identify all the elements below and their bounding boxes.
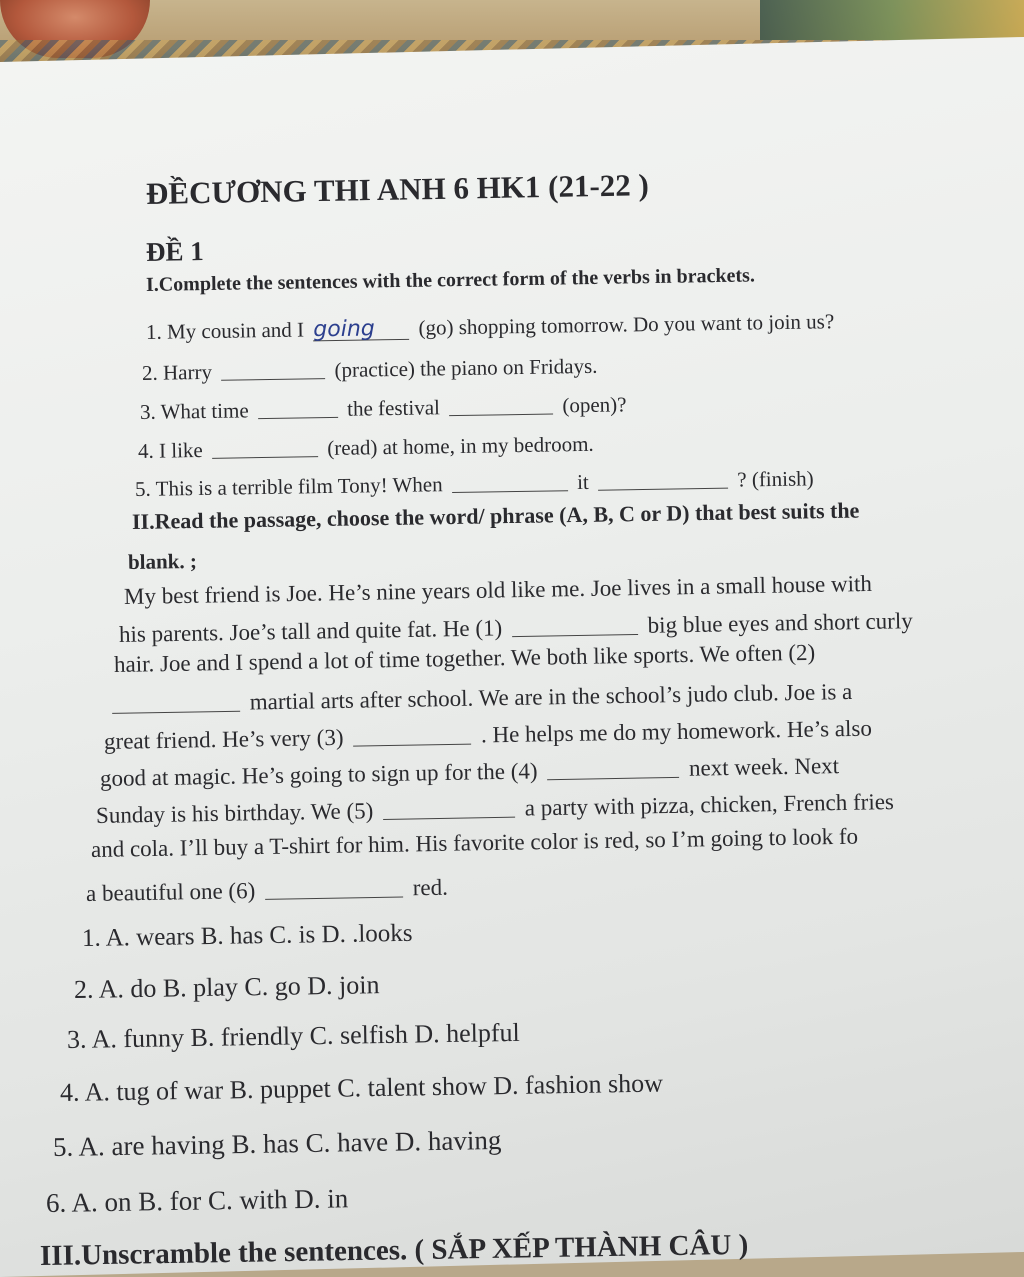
passage-text: big blue eyes and short curly [647,608,913,638]
q1-blank[interactable] [313,318,409,342]
passage-text: Sunday is his birthday. We (5) [95,798,374,828]
option-row-1: 1. A. wears B. has C. is D. .looks [81,919,413,952]
blank-5[interactable] [383,794,515,820]
passage-line-5 [104,712,872,755]
q1-text-b: (go) shopping tomorrow. Do you want to join us? [418,309,835,340]
q4-text-b: (read) at home, in my bedroom. [327,431,594,461]
passage-line-7 [96,785,894,829]
section3-heading: III.Unscramble the sentences. ( SẮP XẾP THÀNH CÂU ) [39,1228,749,1272]
blank-6[interactable] [265,873,403,899]
passage-text: a beautiful one (6) [85,878,256,906]
blank-4[interactable] [547,754,679,780]
blank-1[interactable] [512,611,638,637]
q3-blank-2[interactable] [449,393,553,417]
q5-blank-2[interactable] [598,467,728,491]
section2-heading-line2: blank. ; [127,548,198,574]
passage-text: his parents. Joe’s tall and quite fat. He (1) [118,615,503,647]
option-row-2: 2. A. do B. play C. go D. join [73,970,380,1004]
q5-text-a: 5. This is a terrible film Tony! When [134,472,443,501]
blank-2[interactable] [112,688,240,714]
passage-line-4 [108,675,853,718]
passage-text: and cola. I’ll buy a T-shirt for him. His favorite color is red, so I’m going to look fo [90,823,859,862]
passage-text: My best friend is Joe. He’s nine years old like me. Joe lives in a small house with [123,570,873,609]
passage-text: a party with pizza, chicken, French fries [524,789,895,821]
q4-text-a: 4. I like [137,437,203,463]
passage-line-6 [100,749,840,792]
passage-text: great friend. He’s very (3) [103,724,344,754]
q5-text-b: it [576,469,589,495]
q5-blank-1[interactable] [452,469,568,493]
question-4 [138,429,594,464]
passage-text: good at magic. He’s going to sign up for the (4) [99,758,538,791]
q3-blank-1[interactable] [258,396,338,419]
option-row-6: 6. A. on B. for C. with D. in [45,1183,349,1218]
q5-text-c: ? (finish) [737,466,814,492]
section1-heading: I.Complete the sentences with the correct form of the verbs in brackets. [145,264,756,296]
passage-text: red. [412,874,449,901]
question-5 [135,463,814,502]
blank-3[interactable] [353,721,471,747]
section2-heading-line1: II.Read the passage, choose the word/ phrase (A, B, C or D) that best suits the [131,497,860,534]
passage-text: next week. Next [688,753,840,781]
option-row-5: 5. A. are having B. has C. have D. having [52,1124,502,1162]
q2-text-a: 2. Harry [141,359,213,385]
page-title: ĐỀCƯƠNG THI ANH 6 HK1 (21-22 ) [145,167,650,211]
q3-text-b: the festival [346,395,441,421]
passage-text: hair. Joe and I spend a lot of time together. We both like sports. We often (2) [113,639,816,677]
q2-blank[interactable] [221,357,325,381]
passage-text: martial arts after school. We are in the school’s judo club. Joe is a [249,679,853,715]
question-2 [142,351,598,386]
option-row-4: 4. A. tug of war B. puppet C. talent show D. fashion show [59,1068,664,1107]
q4-blank[interactable] [212,435,318,459]
question-3 [140,389,627,425]
q1-text-a: 1. My cousin and I [145,317,305,344]
passage-line-9 [86,871,448,907]
option-row-3: 3. A. funny B. friendly C. selfish D. helpful [66,1017,520,1054]
passage-text: . He helps me do my homework. He’s also [480,715,873,748]
question-1 [146,309,835,345]
q2-text-b: (practice) the piano on Fridays. [334,353,598,382]
q3-text-c: (open)? [562,392,627,418]
q3-text-a: 3. What time [139,398,249,424]
exam-number: ĐỀ 1 [145,235,205,267]
passage-line-1 [124,571,872,610]
q1-handwritten-answer: going [313,316,375,343]
passage-line-8 [91,824,859,863]
